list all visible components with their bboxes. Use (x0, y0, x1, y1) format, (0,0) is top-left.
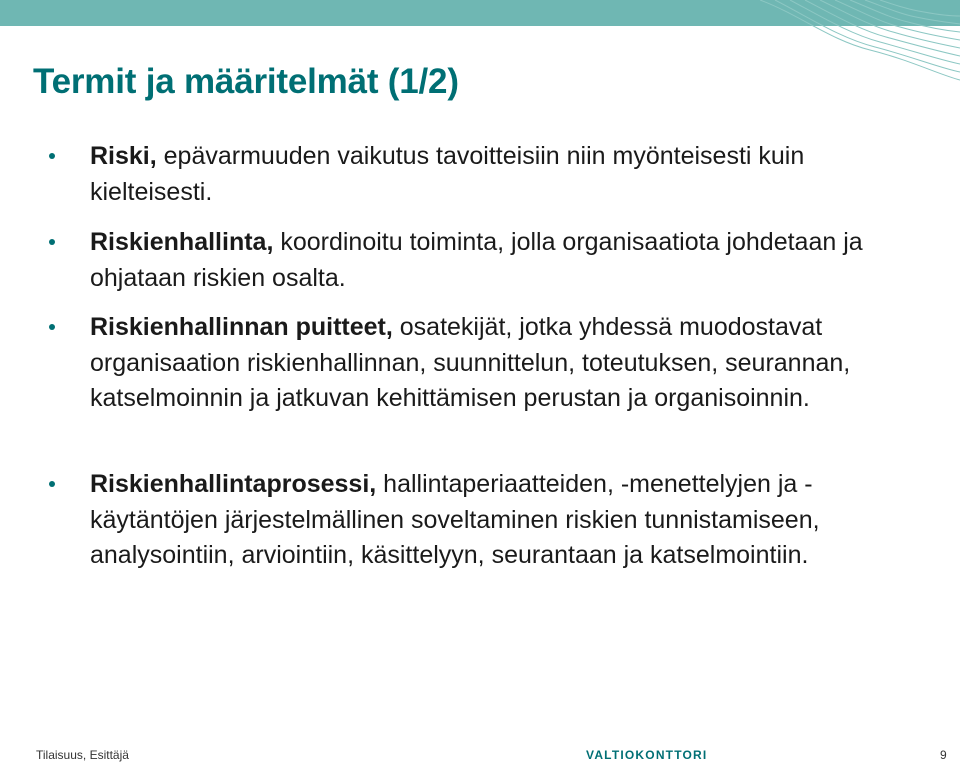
definition-text: koordinoitu toiminta, jolla organisaatiota johdetaan ja ohjataan riskien osalta. (90, 228, 863, 292)
definition-text: epävarmuuden vaikutus tavoitteisiin niin myönteisesti kuin kielteisesti. (90, 142, 805, 206)
term-label: Riski, (90, 142, 157, 170)
slide-title: Termit ja määritelmät (1/2) (33, 62, 459, 101)
definition-text: osatekijät, jotka yhdessä muodostavat organisaation riskienhallinnan, suunnittelun, toteutuksen, seurannan, katselmoinnin ja jatkuvan kehittämisen perustan ja organisoinnin. (90, 313, 851, 412)
bullet-item (90, 467, 870, 574)
bullet-item (90, 225, 870, 296)
bullet-item (90, 139, 870, 210)
bullet-icon (49, 324, 55, 330)
footer-logo: VALTIOKONTTORI (586, 748, 708, 762)
definition-text: hallintaperiaatteiden, -menettelyjen ja -käytäntöjen järjestelmällinen soveltaminen riskien tunnistamiseen, analysointiin, arviointiin, käsittelyyn, seurantaan ja katselmointiin. (90, 470, 820, 569)
term-label: Riskienhallinnan puitteet, (90, 313, 393, 341)
decorative-wave-pattern (760, 0, 960, 90)
term-label: Riskienhallinta, (90, 228, 274, 256)
term-label: Riskienhallintaprosessi, (90, 470, 377, 498)
bullet-icon (49, 153, 55, 159)
bullet-icon (49, 481, 55, 487)
footer-presenter: Tilaisuus, Esittäjä (36, 748, 129, 762)
bullet-icon (49, 239, 55, 245)
page-number: 9 (940, 748, 947, 762)
bullet-item (90, 310, 870, 417)
